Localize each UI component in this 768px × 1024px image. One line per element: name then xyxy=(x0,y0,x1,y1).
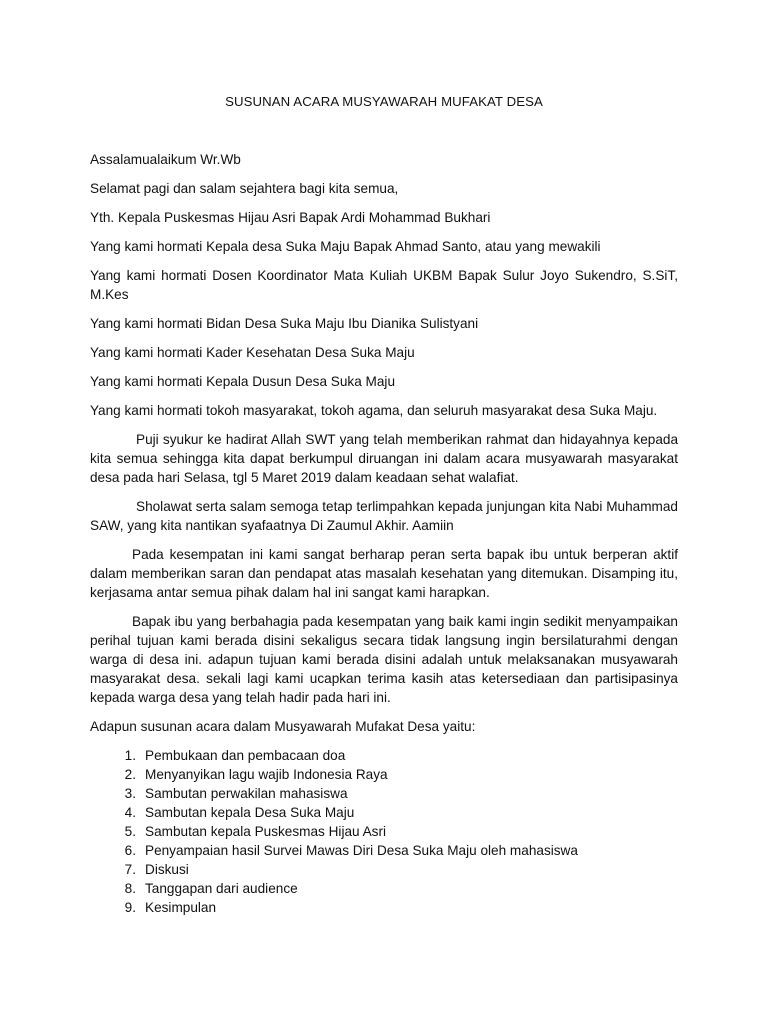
agenda-item-text: Sambutan kepala Puskesmas Hijau Asri xyxy=(145,824,387,839)
agenda-item xyxy=(90,879,678,898)
greeting-kepala-desa: Yang kami hormati Kepala desa Suka Maju Bapak Ahmad Santo, atau yang mewakili xyxy=(90,239,601,254)
paragraph-tujuan: Bapak ibu yang berbahagia pada kesempatan yang baik kami ingin sedikit menyampaikan perihal tujuan kami berada disini sekaligus secara tidak langsung ingin bersilaturahmi dengan warga di desa ini. adapun tujuan kami berada disini adalah untuk melaksanakan musyawarah masyarakat desa. sekali lagi kami ucapkan terima kasih atas ketersediaan dan partisipasinya kepada warga desa yang telah hadir pada hari ini. xyxy=(90,614,678,705)
agenda-item xyxy=(90,841,678,860)
greeting-salam: Assalamualaikum Wr.Wb xyxy=(90,152,241,167)
greeting-tokoh-masyarakat: Yang kami hormati tokoh masyarakat, tokoh agama, dan seluruh masyarakat desa Suka Maju. xyxy=(90,403,658,418)
agenda-item-text: Diskusi xyxy=(145,862,189,877)
paragraph-sholawat: Sholawat serta salam semoga tetap terlimpahkan kepada junjungan kita Nabi Muhammad SAW, yang kita nantikan syafaatnya Di Zaumul Akhir. Aamiin xyxy=(90,499,678,533)
greeting-selamat-pagi: Selamat pagi dan salam sejahtera bagi kita semua, xyxy=(90,181,399,196)
agenda-item-number: 3. xyxy=(124,786,136,801)
agenda-item-number: 8. xyxy=(124,881,136,896)
agenda-item-number: 9. xyxy=(124,900,136,915)
agenda-item xyxy=(90,822,678,841)
greeting-kader-kesehatan: Yang kami hormati Kader Kesehatan Desa Suka Maju xyxy=(90,345,415,360)
agenda-item-number: 2. xyxy=(124,767,136,782)
agenda-item-text: Penyampaian hasil Survei Mawas Diri Desa Suka Maju oleh mahasiswa xyxy=(145,843,578,858)
agenda-item-number: 7. xyxy=(124,862,136,877)
agenda-item-number: 4. xyxy=(124,805,136,820)
agenda-item-text: Kesimpulan xyxy=(145,900,217,915)
agenda-list xyxy=(90,746,678,917)
agenda-item xyxy=(90,765,678,784)
greeting-kepala-dusun: Yang kami hormati Kepala Dusun Desa Suka Maju xyxy=(90,374,396,389)
agenda-intro: Adapun susunan acara dalam Musyawarah Mufakat Desa yaitu: xyxy=(90,719,476,734)
agenda-item-number: 1. xyxy=(124,748,136,763)
paragraph-puji-syukur: Puji syukur ke hadirat Allah SWT yang telah memberikan rahmat dan hidayahnya kepada kita semua sehingga kita dapat berkumpul diruangan ini dalam acara musyawarah masyarakat desa pada hari Selasa, tgl 5 Maret 2019 dalam keadaan sehat walafiat. xyxy=(90,432,678,485)
greeting-dosen-koordinator: Yang kami hormati Dosen Koordinator Mata Kuliah UKBM Bapak Sulur Joyo Sukendro, S.SiT, M.Kes xyxy=(90,268,678,302)
agenda-item xyxy=(90,860,678,879)
agenda-item-text: Sambutan perwakilan mahasiswa xyxy=(145,786,348,801)
agenda-item-text: Sambutan kepala Desa Suka Maju xyxy=(145,805,355,820)
paragraph-kesempatan: Pada kesempatan ini kami sangat berharap peran serta bapak ibu untuk berperan aktif dalam memberikan saran dan pendapat atas masalah kesehatan yang ditemukan. Disamping itu, kerjasama antar semua pihak dalam hal ini sangat kami harapkan. xyxy=(90,547,678,600)
agenda-item xyxy=(90,803,678,822)
document-title: SUSUNAN ACARA MUSYAWARAH MUFAKAT DESA xyxy=(225,94,543,109)
agenda-item-text: Tanggapan dari audience xyxy=(145,881,298,896)
agenda-item xyxy=(90,784,678,803)
greeting-kepala-puskesmas: Yth. Kepala Puskesmas Hijau Asri Bapak Ardi Mohammad Bukhari xyxy=(90,210,491,225)
agenda-item-number: 5. xyxy=(124,824,136,839)
agenda-item xyxy=(90,898,678,917)
agenda-item-text: Pembukaan dan pembacaan doa xyxy=(145,748,346,763)
document-page xyxy=(90,92,678,917)
agenda-item-number: 6. xyxy=(124,843,136,858)
agenda-item-text: Menyanyikan lagu wajib Indonesia Raya xyxy=(145,767,388,782)
agenda-item xyxy=(90,746,678,765)
greeting-bidan-desa: Yang kami hormati Bidan Desa Suka Maju Ibu Dianika Sulistyani xyxy=(90,316,479,331)
